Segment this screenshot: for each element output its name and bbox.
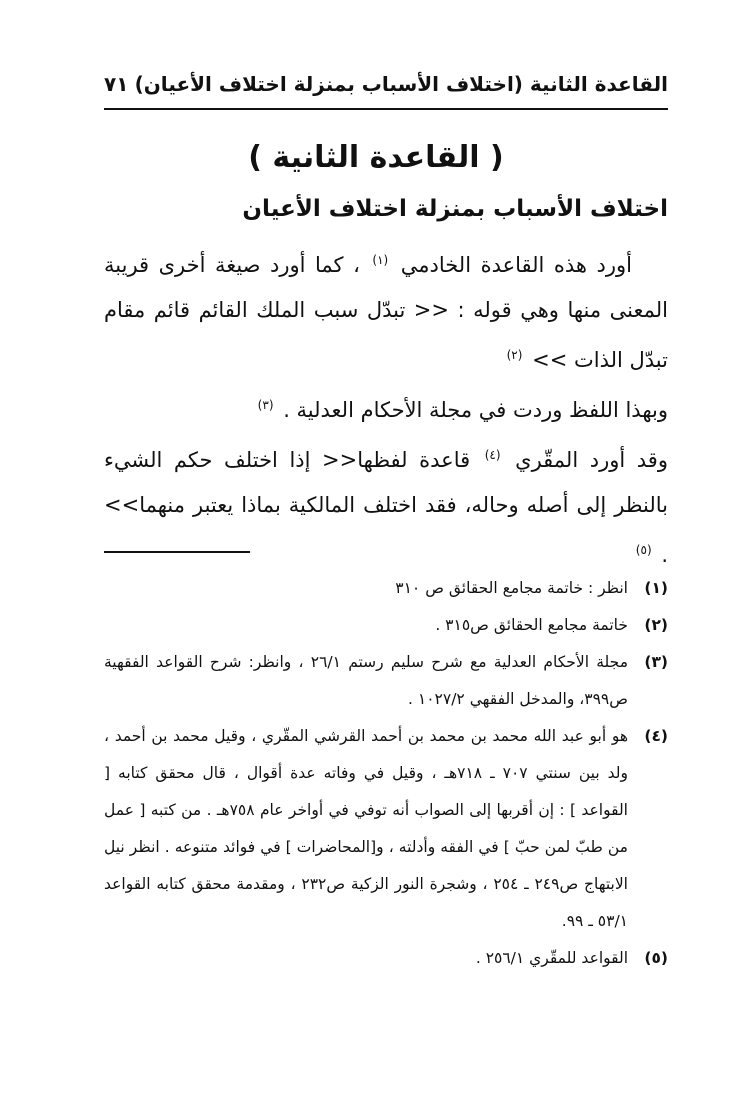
footnote-text: هو أبو عبد الله محمد بن محمد بن أحمد القرشي المقّري ، وقيل محمد بن أحمد ، ولد بين سنتي ٧٠٧ ـ ٧١٨هـ ، وقيل في وفاته عدة أقوال ، قال محقق كتابه [ القواعد ] : إن أقربها إلى الصواب أنه توفي في أواخر عام ٧٥٨هـ . من كتبه [ عمل من طبّ لمن حبّ ] في الفقه وأدلته ، و[المحاضرات ] في فوائد متنوعه . انظر نيل الابتهاج ص٢٤٩ ـ ٢٥٤ ، وشجرة النور الزكية ص٢٣٢ ، ومقدمة محقق كتابه القواعد ٥٣/١ ـ ٩٩.	[104, 727, 628, 930]
footnote-ref-5[interactable]: (٥)	[635, 543, 652, 557]
footnote-ref-1[interactable]: (١)	[372, 253, 389, 267]
footnote-number: (١)	[644, 579, 668, 597]
footnote-text: القواعد للمقّري ٢٥٦/١ .	[475, 949, 628, 967]
footnote-text: انظر : خاتمة مجامع الحقائق ص ٣١٠	[395, 579, 628, 597]
running-title: القاعدة الثانية (اختلاف الأسباب بمنزلة اختلاف الأعيان)	[134, 72, 668, 96]
paragraph-3	[104, 433, 668, 578]
paragraph-2	[104, 383, 668, 433]
header-rule	[104, 108, 668, 110]
footnote-ref-3[interactable]: (٣)	[257, 398, 274, 412]
footnote-number: (٥)	[644, 949, 668, 967]
paragraph-3-text-a: وقد أورد المقّري	[515, 448, 668, 472]
page-number: ٧١	[104, 72, 129, 96]
footnote-number: (٣)	[644, 653, 668, 671]
footnote-number: (٢)	[644, 616, 668, 634]
paragraph-1-text-a: أورد هذه القاعدة الخادمي	[400, 253, 632, 277]
section-subtitle: اختلاف الأسباب بمنزلة اختلاف الأعيان	[242, 196, 668, 222]
footnote-5	[104, 940, 668, 977]
footnote-text: خاتمة مجامع الحقائق ص٣١٥ .	[435, 616, 628, 634]
running-header	[104, 64, 668, 104]
footnote-ref-2[interactable]: (٢)	[506, 348, 523, 362]
footnote-separator	[104, 551, 250, 553]
footnote-number: (٤)	[644, 727, 668, 745]
paragraph-2-text: وبهذا اللفظ وردت في مجلة الأحكام العدلية .	[283, 398, 668, 422]
chapter-title: ( القاعدة الثانية )	[248, 140, 504, 175]
footnote-2	[104, 607, 668, 644]
footnote-3	[104, 644, 668, 718]
paragraph-3-text-b: قاعدة لفظها<< إذا اختلف حكم الشيء بالنظر إلى أصله وحاله، فقد اختلف المالكية بماذا يعتبر منهما>> .	[104, 448, 668, 567]
footnote-ref-4[interactable]: (٤)	[484, 448, 501, 462]
paragraph-1-text-b: ، كما أورد صيغة أخرى قريبة المعنى منها وهي قوله : << تبدّل سبب الملك القائم قائم مقام تبدّل الذات >>	[104, 253, 668, 372]
body-text	[104, 238, 668, 578]
footnote-1	[104, 570, 668, 607]
footnote-text: مجلة الأحكام العدلية مع شرح سليم رستم ٢٦/١ ، وانظر: شرح القواعد الفقهية ص٣٩٩، والمدخل الفقهي ١٠٢٧/٢ .	[104, 653, 628, 708]
footnotes	[104, 570, 668, 977]
footnote-4	[104, 718, 668, 940]
paragraph-1	[104, 238, 668, 383]
